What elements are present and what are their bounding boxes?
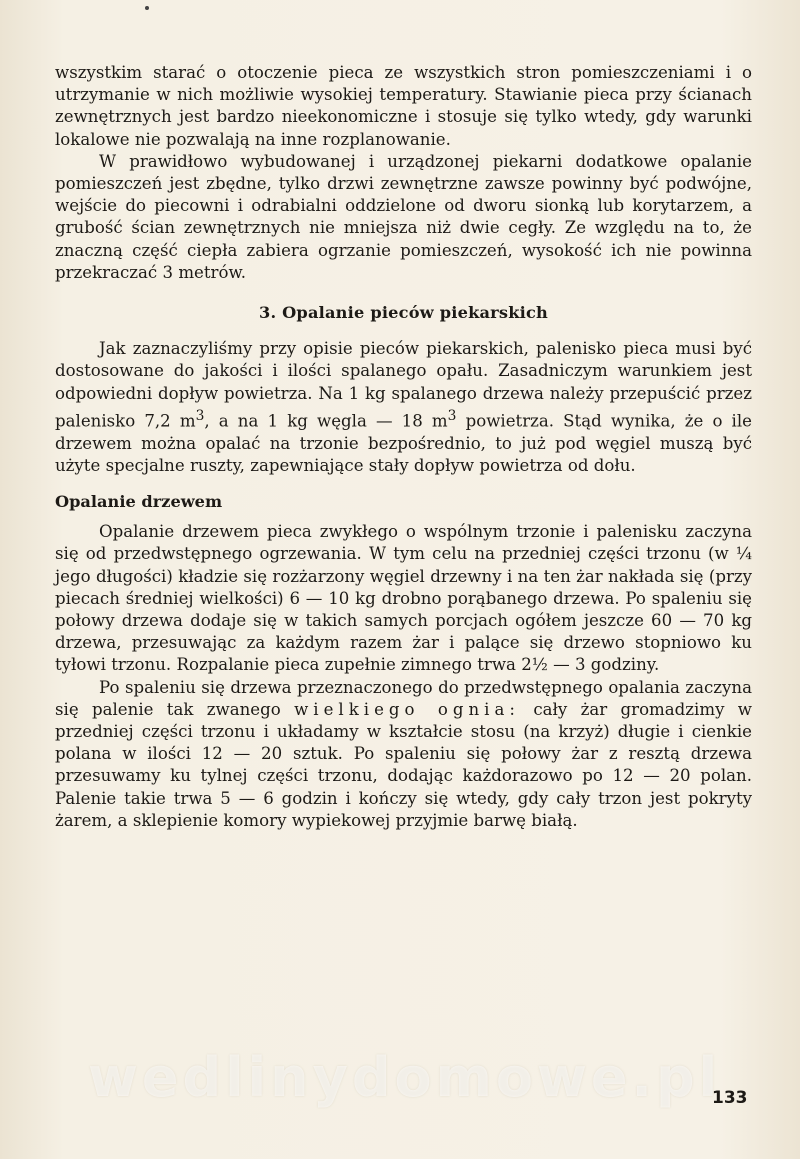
paragraph-firing-text-b: , a na 1 kg węgla — 18 m	[204, 411, 448, 431]
paragraph-great-fire	[55, 677, 752, 832]
print-speck	[145, 6, 149, 10]
paragraph-heating-rooms: W prawidłowo wybudowanej i urządzonej piekarni dodatkowe opalanie pomieszczeń jest zbędne, tylko drzwi zewnętrzne zawsze powinny być podwójne, wejście do piecowni i odrabialni oddzielone od dworu sionką lub korytarzem, a grubość ścian zewnętrznych nie mniejsza niż dwie cegły. Ze względu na to, że znaczną część ciepła zabiera ogrzanie pomieszczeń, wysokość ich nie powinna przekraczać 3 metrów.	[55, 151, 752, 282]
spaced-term: wielkiego ognia:	[294, 699, 520, 719]
paragraph-firing-text-c: powietrza. Stąd wynika, że o ile drzewem można opalać na trzonie bezpośrednio, to już pod węgiel muszą być użyte specjalne ruszty, zapewniające stały dopływ powietrza od dołu.	[55, 411, 752, 475]
superscript-cubic-1: 3	[195, 407, 205, 424]
paragraph-firing-intro	[55, 338, 752, 477]
superscript-cubic-2: 3	[447, 407, 457, 424]
paragraph-great-fire-text-b: cały żar gromadzimy w przedniej części trzonu i układamy w kształcie stosu (na krzyż) długie i cienkie polana w ilości 12 — 20 sztuk. Po spaleniu się połowy żar z resztą drzewa przesuwamy ku tylnej części trzonu, dodając każdorazowo po 12 — 20 polan. Palenie takie trwa 5 — 6 godzin i kończy się wtedy, gdy cały trzon jest pokryty żarem, a sklepienie komory wypiekowej przyjmie barwę białą.	[55, 699, 753, 830]
section-heading: 3. Opalanie pieców piekarskich	[258, 303, 549, 323]
paragraph-wood-preheat: Opalanie drzewem pieca zwykłego o wspólnym trzonie i palenisku zaczyna się od przedwstępnego ogrzewania. W tym celu na przedniej części trzonu (w ¼ jego długości) kładzie się rozżarzony węgiel drzewny i na ten żar nakłada się (przy piecach średniej wielkości) 6 — 10 kg drobno porąbanego drzewa. Po spaleniu się połowy drzewa dodaje się w takich samych porcjach ogółem jeszcze 60 — 70 kg drzewa, przesuwając za każdym razem żar i palące się drzewo stopniowo ku tyłowi trzonu. Rozpalanie pieca zupełnie zimnego trwa 2½ — 3 godziny.	[55, 522, 752, 675]
paragraph-great-fire-text-a: Po spaleniu się drzewa przeznaczonego do przedwstępnego opalania zaczyna się palenie tak zwanego	[55, 677, 752, 719]
page-number: 133	[712, 1088, 748, 1108]
page-body	[55, 62, 752, 832]
paragraph-firing-text-a: Jak zaznaczyliśmy przy opisie pieców piekarskich, palenisko pieca musi być dostosowane do jakości i ilości spalanego opału. Zasadniczym warunkiem jest odpowiedni dopływ powietrza. Na 1 kg spalanego drzewa należy przepuścić przez palenisko 7,2 m	[55, 339, 752, 431]
watermark: wedlinydomowe.pl	[88, 1046, 722, 1109]
subheading-wood-firing: Opalanie drzewem	[55, 491, 223, 511]
paragraph-continued: wszystkim starać o otoczenie pieca ze wszystkich stron pomieszczeniami i o utrzymanie w nich możliwie wysokiej temperatury. Stawianie pieca przy ścianach zewnętrznych jest bardzo nieekonomiczne i stosuje się tylko wtedy, gdy warunki lokalowe nie pozwalają na inne rozplanowanie.	[55, 63, 752, 149]
